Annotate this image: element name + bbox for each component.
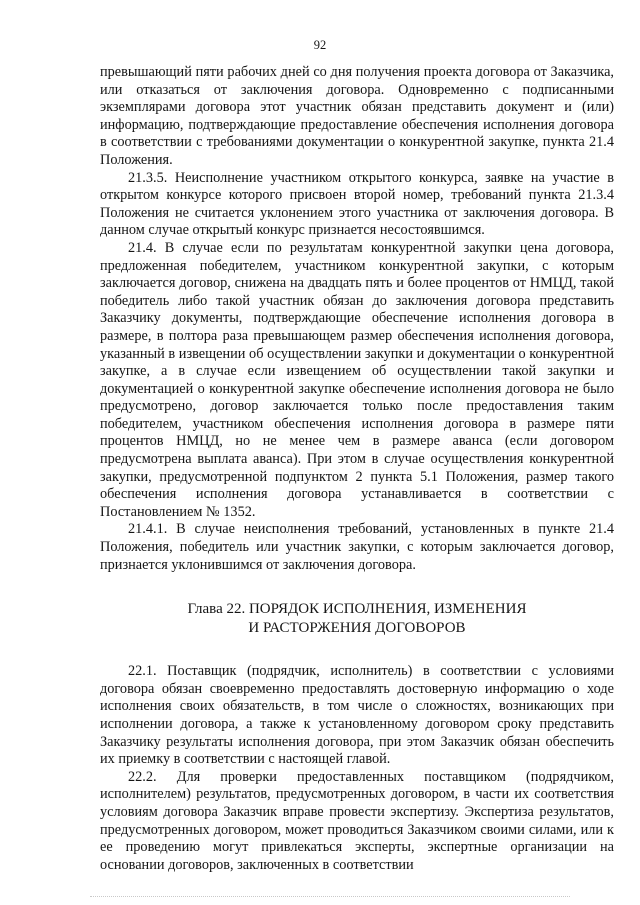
page-number: 92 [313,38,327,52]
chapter-heading [100,600,614,637]
chapter-heading-line-1: Глава 22. ПОРЯДОК ИСПОЛНЕНИЯ, ИЗМЕНЕНИЯ [187,601,527,618]
paragraph-22-2: 22.2. Для проверки предоставленных поставщиком (подрядчиком, исполнителем) результатов, предусмотренных договором, в части их соответствия условиям договора Заказчик вправе провести экспертизу. Экспертиза результатов, предусмотренных договором, может проводиться Заказчиком своими силами, или к ее проведению могут привлекаться эксперты, экспертные организации на основании договоров, заключенных в соответствии [100,768,614,873]
paragraph-21-3-5: 21.3.5. Неисполнение участником открытого конкурса, заявке на участие в открытом конкурсе которого присвоен второй номер, требований пункта 21.3.4 Положения не считается уклонением этого участника от заключения договора. В данном случае открытый конкурс признается несостоявшимся. [100,169,614,239]
paragraph-continuation: превышающий пяти рабочих дней со дня получения проекта договора от Заказчика, или отказаться от заключения договора. Одновременно с подписанными экземплярами договора этот участник обязан представить документ и (или) информацию, подтверждающие предоставление обеспечения исполнения договора в соответствии с требованиями документации о конкурентной закупке, пункта 21.4 Положения. [100,64,614,168]
document-body [100,64,614,874]
scan-bottom-edge [90,896,570,898]
chapter-heading-line-2: И РАСТОРЖЕНИЯ ДОГОВОРОВ [248,619,466,636]
paragraph-22-1: 22.1. Поставщик (подрядчик, исполнитель) в соответствии с условиями договора обязан своевременно предоставлять достоверную информацию о ходе исполнения своих обязательств, в том числе о сложностях, возникающих при исполнении договора, а также к установленному договором сроку представить Заказчику результаты исполнения договора, при этом Заказчик обязан обеспечить их приемку в соответствии с настоящей главой. [100,663,614,768]
paragraph-21-4: 21.4. В случае если по результатам конкурентной закупки цена договора, предложенная победителем, участником конкурентной закупки, с которым заключается договор, снижена на двадцать пять и более процентов от НМЦД, такой победитель либо такой участник обязан до заключения договора представить Заказчику документы, подтверждающие обеспечение исполнения договора в размере, в полтора раза превышающем размер обеспечения исполнения договора, указанный в извещении об осуществлении закупки и документации о конкурентной закупке, а в случае если извещением об осуществлении такой закупки и документацией о конкурентной закупке обеспечение исполнения договора не было предусмотрено, договор заключается только после предоставления таким победителем, участником обеспечения исполнения договора в размере пяти процентов НМЦД, но не менее чем в размере аванса (если договором предусмотрена выплата аванса). При этом в случае осуществления конкурентной закупки, предусмотренной подпунктом 2 пункта 5.1 Положения, размер такого обеспечения исполнения договора устанавливается в соответствии с Постановлением № 1352. [100,239,614,520]
paragraph-21-4-1: 21.4.1. В случае неисполнения требований, установленных в пункте 21.4 Положения, победитель или участник закупки, с которым заключается договор, признается уклонившимся от заключения договора. [100,521,614,573]
